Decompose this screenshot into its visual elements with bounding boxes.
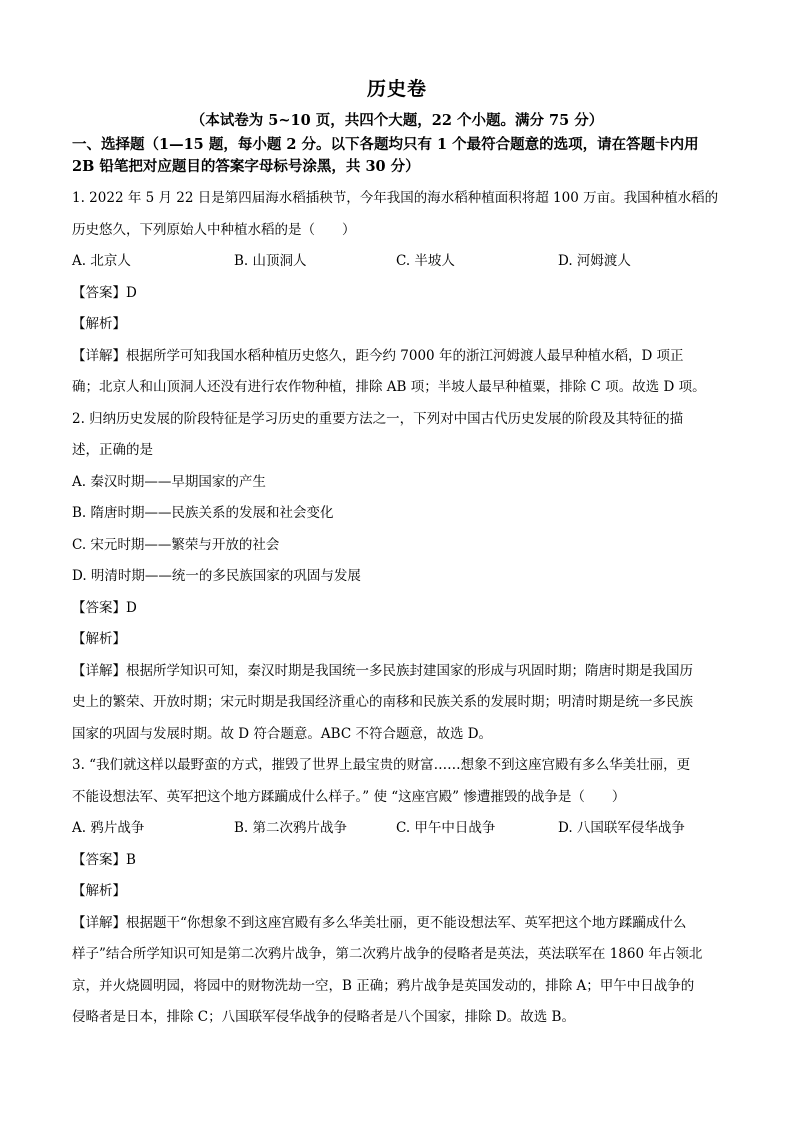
option-a: A. 北京人 [72, 253, 131, 269]
answer-line [72, 845, 722, 877]
question-1-options [72, 246, 722, 278]
question-1-stem-line-2: 历史悠久，下列原始人中种植水稻的是（ ） [72, 221, 356, 238]
answer-label: 【答案】 [72, 599, 126, 616]
detail-text: 根据题干“你想象不到这座宫殿有多么华美壮丽，更不能设想法军、英军把这个地方蹂躏成什么 [126, 914, 687, 931]
detail-line-2: 史上的繁荣、开放时期；宋元时期是我国经济重心的南移和民族关系的发展时期；明清时期是统一多民族 [72, 694, 693, 710]
question-1-stem-line-1: 1. 2022 年 5 月 22 日是第四届海水稻插秧节，今年我国的海水稻种植面积将超 100 万亩。我国种植水稻的 [72, 190, 719, 206]
answer-label: 【答案】 [72, 284, 126, 301]
detail-line-3: 京，并火烧圆明园，将园中的财物洗劫一空，B 正确；鸦片战争是英国发动的，排除 A；甲午中日战争的 [72, 977, 695, 994]
option-d: D. 河姆渡人 [558, 253, 631, 269]
analysis-label: 【解析】 [72, 883, 126, 899]
detail-line-1 [72, 656, 722, 688]
section-heading: 一、选择题（1—15 题，每小题 2 分。以下各题均只有 1 个最符合题意的选项，请在答题卡内用 2B 铅笔把对应题目的答案字母标号涂黑，共 30 分） [72, 136, 699, 175]
page-title: 历史卷 [366, 78, 427, 100]
detail-line-1 [72, 341, 722, 373]
answer-value: D [126, 284, 137, 301]
analysis-label: 【解析】 [72, 631, 126, 647]
question-2-stem-line-2: 述，正确的是 [72, 442, 153, 458]
detail-text: 根据所学可知我国水稻种植历史悠久，距今约 7000 年的浙江河姆渡人最早种植水稻，D 项正 [126, 347, 684, 364]
option-b: B. 第二次鸦片战争 [234, 820, 348, 836]
answer-label: 【答案】 [72, 851, 126, 868]
detail-line-2: 确；北京人和山顶洞人还没有进行农作物种植，排除 AB 项；半坡人最早种植粟，排除 C 项。故选 D 项。 [72, 379, 706, 395]
detail-line-1 [72, 908, 722, 940]
question-2 [72, 404, 722, 751]
option-a: A. 秦汉时期——早期国家的产生 [72, 473, 266, 490]
detail-text: 根据所学知识可知，秦汉时期是我国统一多民族封建国家的形成与巩固时期；隋唐时期是我国历 [126, 662, 693, 679]
answer-value: D [126, 599, 137, 616]
question-3-stem-line-2: 不能设想法军、英军把这个地方蹂躏成什么样子。” 使 “这座宫殿” 惨遭摧毁的战争是（ ） [72, 788, 626, 805]
question-3 [72, 750, 722, 1034]
exam-info: （本试卷为 5~10 页，共四个大题，22 个小题。满分 75 分） [190, 112, 604, 129]
question-2-stem-line-1: 2. 归纳历史发展的阶段特征是学习历史的重要方法之一，下列对中国古代历史发展的阶段及其特征的描 [72, 410, 684, 427]
answer-value: B [126, 851, 136, 868]
option-a: A. 鸦片战争 [72, 820, 145, 836]
detail-line-2: 样子”结合所学知识可知是第二次鸦片战争，第二次鸦片战争的侵略者是英法，英法联军在 1860 年占领北 [72, 946, 703, 962]
option-c: C. 宋元时期——繁荣与开放的社会 [72, 536, 280, 553]
question-3-stem-line-1: 3. “我们就这样以最野蛮的方式，摧毁了世界上最宝贵的财富……想象不到这座宫殿有多么华美壮丽，更 [72, 757, 691, 773]
option-b: B. 隋唐时期——民族关系的发展和社会变化 [72, 505, 334, 521]
exam-page [72, 74, 722, 1034]
option-d: D. 八国联军侵华战争 [558, 820, 685, 836]
analysis-label: 【解析】 [72, 316, 126, 332]
option-b: B. 山顶洞人 [234, 253, 307, 269]
detail-line-4: 侵略者是日本，排除 C；八国联军侵华战争的侵略者是八个国家，排除 D。故选 B。 [72, 1009, 575, 1025]
answer-line [72, 278, 722, 310]
detail-label: 【详解】 [72, 347, 126, 364]
detail-line-3: 国家的巩固与发展时期。故 D 符合题意。ABC 不符合题意，故选 D。 [72, 725, 493, 742]
option-d: D. 明清时期——统一的多民族国家的巩固与发展 [72, 568, 361, 584]
option-c: C. 半坡人 [396, 253, 455, 269]
detail-label: 【详解】 [72, 662, 126, 679]
option-c: C. 甲午中日战争 [396, 820, 496, 836]
detail-label: 【详解】 [72, 914, 126, 931]
question-3-options [72, 813, 722, 845]
question-1 [72, 183, 722, 404]
answer-line [72, 593, 722, 625]
